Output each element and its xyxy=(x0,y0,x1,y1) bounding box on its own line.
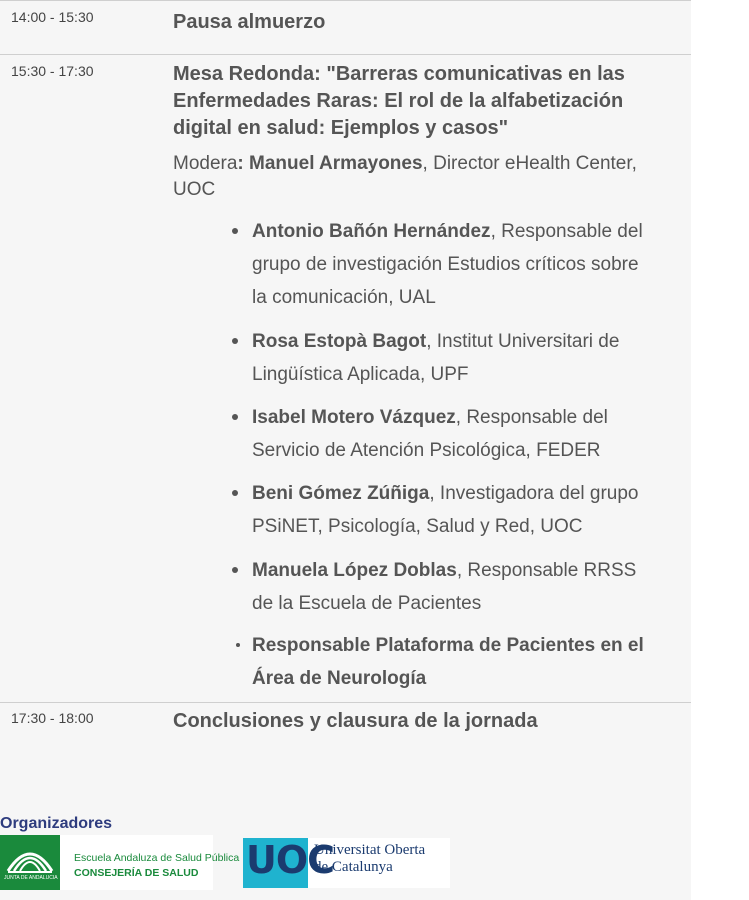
speaker-role: Servicio de Atención Psicológica, FEDER xyxy=(252,440,601,461)
speaker-name: Manuela López Doblas xyxy=(252,560,457,581)
uoc-letters: UOC xyxy=(246,838,335,882)
junta-andalucia-emblem xyxy=(0,835,60,890)
list-item xyxy=(252,215,682,314)
moderator xyxy=(173,151,683,203)
emblem-caption: JUNTA DE ANDALUCIA xyxy=(4,875,58,881)
session-time: 17:30 - 18:00 xyxy=(11,710,94,726)
title-line: Enfermedades Raras: El rol de la alfabetización xyxy=(173,90,624,112)
uoc-logo xyxy=(243,838,450,888)
arch-icon xyxy=(0,835,60,890)
speaker-role: , Responsable del xyxy=(490,221,643,242)
list-item xyxy=(252,325,682,391)
organizers-heading: Organizadores xyxy=(0,815,113,832)
speaker-role: , Responsable del xyxy=(455,407,608,428)
title-line: Mesa Redonda: "Barreras comunicativas en las xyxy=(173,63,625,85)
list-item xyxy=(252,554,682,620)
eas-logo xyxy=(0,835,240,890)
speaker-name: Rosa Estopà Bagot xyxy=(252,331,427,352)
uoc-emblem xyxy=(243,838,335,888)
speaker-role: , Responsable RRSS xyxy=(456,560,637,581)
session-title: Conclusiones y clausura de la jornada xyxy=(173,710,538,732)
list-item xyxy=(252,477,682,543)
moderator-label: Modera xyxy=(173,153,238,174)
speaker-role: la comunicación, UAL xyxy=(252,287,436,308)
title-line: digital en salud: Ejemplos y casos" xyxy=(173,117,509,139)
list-item xyxy=(252,401,682,467)
speaker-role: , Institut Universitari de xyxy=(426,331,620,352)
uoc-name: Universitat Oberta xyxy=(314,842,426,858)
eas-name: Escuela Andaluza de Salud Pública xyxy=(74,852,240,864)
list-item xyxy=(252,629,682,695)
session-title: Pausa almuerzo xyxy=(173,11,326,33)
speaker-name: Isabel Motero Vázquez xyxy=(252,407,456,428)
speaker-role: PSiNET, Psicología, Salud y Red, UOC xyxy=(252,516,583,537)
uoc-name: de Catalunya xyxy=(314,859,393,875)
speaker-role: grupo de investigación Estudios críticos sobre xyxy=(252,254,639,275)
speaker-name: Beni Gómez Zúñiga xyxy=(252,483,430,504)
speaker-role: de la Escuela de Pacientes xyxy=(252,593,482,614)
moderator-name: : Manuel Armayones xyxy=(237,153,423,174)
moderator-role: , Director eHealth Center, xyxy=(422,153,637,174)
speaker-role: Responsable Plataforma de Pacientes en el xyxy=(252,635,644,656)
session-time: 15:30 - 17:30 xyxy=(11,63,94,79)
divider xyxy=(0,702,691,703)
speaker-name: Antonio Bañón Hernández xyxy=(252,221,491,242)
divider xyxy=(0,54,691,55)
eas-department: CONSEJERÍA DE SALUD xyxy=(74,867,199,879)
divider xyxy=(0,0,691,1)
page-margin xyxy=(691,0,749,900)
speaker-role: Lingüística Aplicada, UPF xyxy=(252,364,469,385)
session-title xyxy=(173,61,683,142)
speaker-role: Área de Neurología xyxy=(252,668,427,689)
speaker-role: , Investigadora del grupo xyxy=(429,483,639,504)
session-time: 14:00 - 15:30 xyxy=(11,9,94,25)
moderator-role: UOC xyxy=(173,179,216,200)
